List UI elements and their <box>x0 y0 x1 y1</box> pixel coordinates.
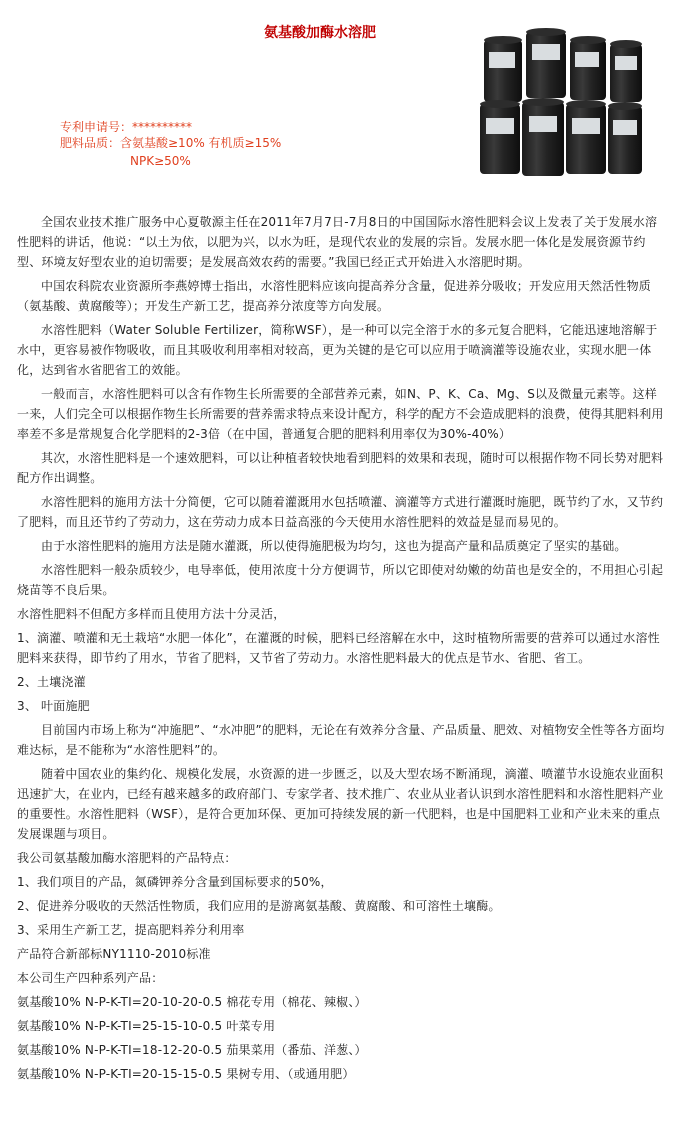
fertilizer-drums-photo <box>476 26 646 180</box>
article-paragraph: 由于水溶性肥料的施用方法是随水灌溉，所以使得施肥极为均匀，这也为提高产量和品质奠定了坚实的基础。 <box>41 539 627 553</box>
article-paragraph: 水溶性肥料（Water Soluble Fertilizer，简称WSF），是一种可以完全溶于水的多元复合肥料，它能迅速地溶解于水中，更容易被作物吸收，而且其吸收利用率相对较高，更为关键的是它可以应用于喷滴灌等设施农业，实现水肥一体化，达到省水省肥省工的效能。 <box>17 323 658 377</box>
article-paragraph: 随着中国农业的集约化、规模化发展，水资源的进一步匮乏，以及大型农场不断涌现，滴灌、喷灌节水设施农业面积迅速扩大，在业内，已经有越来越多的政府部门、专家学者、技术推广、农业从业者认识到水溶性肥料和水溶性肥料产业的重要性。水溶性肥料（WSF），是符合更加环保、更加可持续发展的新一代肥料，也是中国肥料工业和产业未来的重点发展课题与项目。 <box>17 767 664 841</box>
article-body <box>17 212 665 1088</box>
article-paragraph: 目前国内市场上称为“冲施肥”、“水冲肥”的肥料，无论在有效养分含量、产品质量、肥效、对植物安全性等各方面均难达标，是不能称为“水溶性肥料”的。 <box>17 723 665 757</box>
article-paragraph: 1、滴灌、喷灌和无土栽培“水肥一体化”，在灌溉的时候，肥料已经溶解在水中，这时植物所需要的营养可以通过水溶性肥料来获得，即节约了用水，节省了肥料，又节省了劳动力。水溶性肥料最大的优点是节水、省肥、省工。 <box>17 631 660 665</box>
page-title: 氨基酸加酶水溶肥 <box>264 25 376 41</box>
article-paragraph: 2、促进养分吸收的天然活性物质，我们应用的是游离氨基酸、黄腐酸、和可溶性土壤酶。 <box>17 899 501 913</box>
article-paragraph: 3、 叶面施肥 <box>17 699 90 713</box>
article-paragraph: 氨基酸10% N-P-K-TI=20-15-15-0.5 果树专用、（或通用肥） <box>17 1067 355 1081</box>
article-paragraph: 2、土壤浇灌 <box>17 675 86 689</box>
article-paragraph: 本公司生产四种系列产品： <box>17 971 164 985</box>
article-paragraph: 水溶性肥料一般杂质较少，电导率低，使用浓度十分方便调节，所以它即使对幼嫩的幼苗也是安全的，不用担心引起烧苗等不良后果。 <box>17 563 664 597</box>
article-paragraph: 水溶性肥料不但配方多样而且使用方法十分灵活， <box>17 607 286 621</box>
article-paragraph: 氨基酸10% N-P-K-TI=20-10-20-0.5 棉花专用（棉花、辣椒、） <box>17 995 367 1009</box>
article-paragraph: 1、我们项目的产品，氮磷钾养分含量到国标要求的50%， <box>17 875 333 889</box>
article-paragraph: 产品符合新部标NY1110-2010标准 <box>17 947 211 961</box>
article-paragraph: 3、采用生产新工艺，提高肥料养分利用率 <box>17 923 245 937</box>
patent-number: 专利申请号：********** <box>60 120 193 134</box>
article-paragraph: 氨基酸10% N-P-K-TI=18-12-20-0.5 茄果菜用（番茄、洋葱、） <box>17 1043 367 1057</box>
article-paragraph: 全国农业技术推广服务中心夏敬源主任在2011年7月7日-7月8日的中国国际水溶性肥料会议上发表了关于发展水溶性肥料的讲话，他说：“以土为依，以肥为兴，以水为旺，是现代农业的发展的宗旨。发展水肥一体化是发展资源节约型、环境友好型农业的迫切需要；是发展高效农药的需要。”我国已经正式开始进入水溶肥时期。 <box>17 215 658 269</box>
article-paragraph: 一般而言，水溶性肥料可以含有作物生长所需要的全部营养元素，如N、P、K、Ca、Mg、S以及微量元素等。这样一来，人们完全可以根据作物生长所需要的营养需求特点来设计配方，科学的配方不会造成肥料的浪费，使得其肥料利用率差不多是常规复合化学肥料的2-3倍（在中国，普通复合肥的肥料利用率仅为30%-40%） <box>17 387 664 441</box>
article-paragraph: 水溶性肥料的施用方法十分简便，它可以随着灌溉用水包括喷灌、滴灌等方式进行灌溉时施肥，既节约了水，又节约了肥料，而且还节约了劳动力，这在劳动力成本日益高涨的今天使用水溶性肥料的效益是显而易见的。 <box>17 495 664 529</box>
fertilizer-quality: 肥料品质：含氨基酸≥10% 有机质≥15% <box>60 136 282 150</box>
article-paragraph: 其次，水溶性肥料是一个速效肥料，可以让种植者较快地看到肥料的效果和表现，随时可以根据作物不同长势对肥料配方作出调整。 <box>17 451 664 485</box>
article-paragraph: 中国农科院农业资源所李燕婷博士指出，水溶性肥料应该向提高养分含量，促进养分吸收；开发应用天然活性物质（氨基酸、黄腐酸等）；开发生产新工艺，提高养分浓度等方向发展。 <box>17 279 652 313</box>
npk-content: NPK≥50% <box>130 154 191 168</box>
article-paragraph: 氨基酸10% N-P-K-TI=25-15-10-0.5 叶菜专用 <box>17 1019 276 1033</box>
article-paragraph: 我公司氨基酸加酶水溶肥料的产品特点： <box>17 851 237 865</box>
